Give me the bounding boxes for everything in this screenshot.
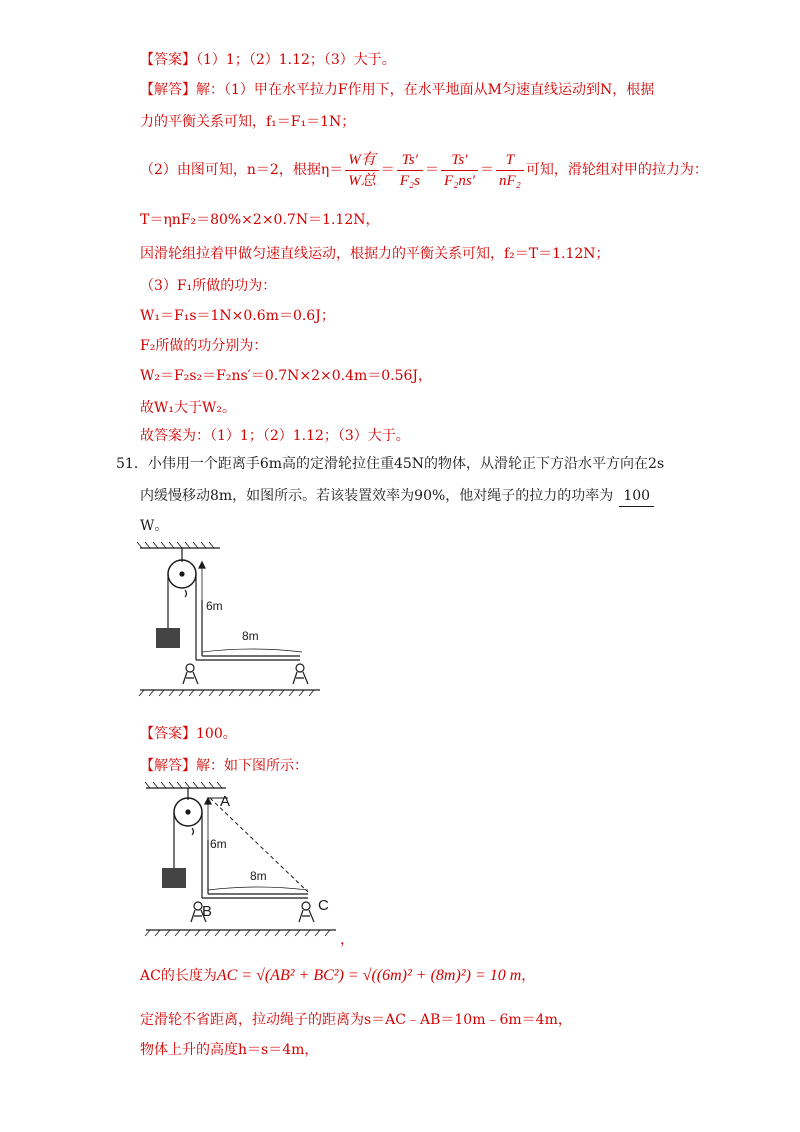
q51-stem-line-3: W。 (140, 518, 169, 534)
fig2-label-8m: 8m (250, 869, 267, 883)
weight-block-1 (156, 628, 180, 648)
pulley-figure-2 (140, 780, 340, 944)
q50-line-T: T＝ηnF₂＝80%×2×0.7N＝1.12N， (140, 212, 380, 228)
fraction-ts-over-f2ns: $\frac{Ts'}{\text{F₂ns′}}$ (441, 150, 478, 191)
q50-line-F2: F₂所做的功分别为： (140, 338, 268, 354)
q51-answer: 【答案】100。 (140, 726, 237, 742)
fraction-ts-over-f2s: $\frac{Ts'}{\text{F₂s}}$ (397, 150, 423, 191)
q51-ac-length: AC的长度为AC = √(AB² + BC²) = √((6m)² + (8m)²) = 10 m， (140, 967, 536, 984)
fig2-label-6m: 6m (210, 837, 227, 851)
q50-line-compare: 故W₁大于W₂。 (140, 400, 237, 416)
q50-line-W2: W₂＝F₂s₂＝F₂ns′＝0.7N×2×0.4m＝0.56J， (140, 368, 433, 384)
q50-answer: 【答案】（1）1；（2）1.12；（3）大于。 (140, 52, 396, 68)
q50-solution-line-1a: 【解答】解：（1）甲在水平拉力F作用下，在水平地面从M匀速直线运动到N，根据 (140, 82, 655, 98)
ac-equation: AC = √(AB² + BC²) = √((6m)² + (8m)²) = 10 m (216, 967, 522, 984)
q51-stem-line-1: 51．小伟用一个距离手6m高的定滑轮拉住重45N的物体，从滑轮正下方沿水平方向在2s (116, 456, 665, 472)
q50-line-f2: 因滑轮组拉着甲做匀速直线运动，根据力的平衡关系可知，f₂＝T＝1.12N； (140, 246, 610, 262)
fig1-label-8m: 8m (242, 629, 259, 643)
weight-block-2 (162, 868, 186, 888)
fig2-label-A: A (220, 793, 231, 810)
q50-final-answer: 故答案为：（1）1；（2）1.12；（3）大于。 (140, 428, 410, 444)
q50-sol2-pre: （2）由图可知，n＝2，根据η＝ (140, 162, 344, 178)
fraction-work-ratio: $\frac{\text{W有}}{\text{W总}}$ (345, 150, 379, 191)
fig2-trailing-comma: ， (340, 932, 354, 948)
q50-line-part3: （3）F₁所做的功为： (140, 278, 277, 294)
pulley-figure-1 (130, 540, 330, 700)
fig1-label-6m: 6m (206, 599, 223, 613)
q51-line-s: 定滑轮不省距离，拉动绳子的距离为s＝AC﹣AB＝10m﹣6m＝4m， (140, 1012, 572, 1028)
q50-sol2-post: 可知，滑轮组对甲的拉力为： (525, 162, 708, 178)
fig2-label-B: B (202, 903, 213, 920)
fig2-label-C: C (318, 897, 329, 914)
fraction-t-over-nf2: $\frac{T}{\text{nF₂}}$ (496, 150, 524, 191)
q51-solution-intro: 【解答】解：如下图所示： (140, 758, 308, 774)
q51-stem-line-2: 内缓慢移动8m，如图所示。若该装置效率为90%，他对绳子的拉力的功率为 100 (140, 486, 654, 507)
q51-line-h: 物体上升的高度h＝s＝4m， (140, 1042, 319, 1058)
q50-solution-line-1b: 力的平衡关系可知，f₁＝F₁＝1N； (140, 114, 356, 130)
q50-line-W1: W₁＝F₁s＝1N×0.6m＝0.6J； (140, 308, 335, 324)
q51-answer-blank: 100 (619, 486, 654, 507)
q50-solution-line-2: （2）由图可知，n＝2，根据η＝ $\frac{\text{W有}}{\text{W总}}$ ＝ $\frac{Ts'}{\text{F₂s}}$ ＝ $\frac{Ts'}{\text{F₂ns′}}$ ＝ $\frac{T}{\text{nF₂}}$ 可知，滑轮组对甲的拉力为： (140, 151, 708, 189)
